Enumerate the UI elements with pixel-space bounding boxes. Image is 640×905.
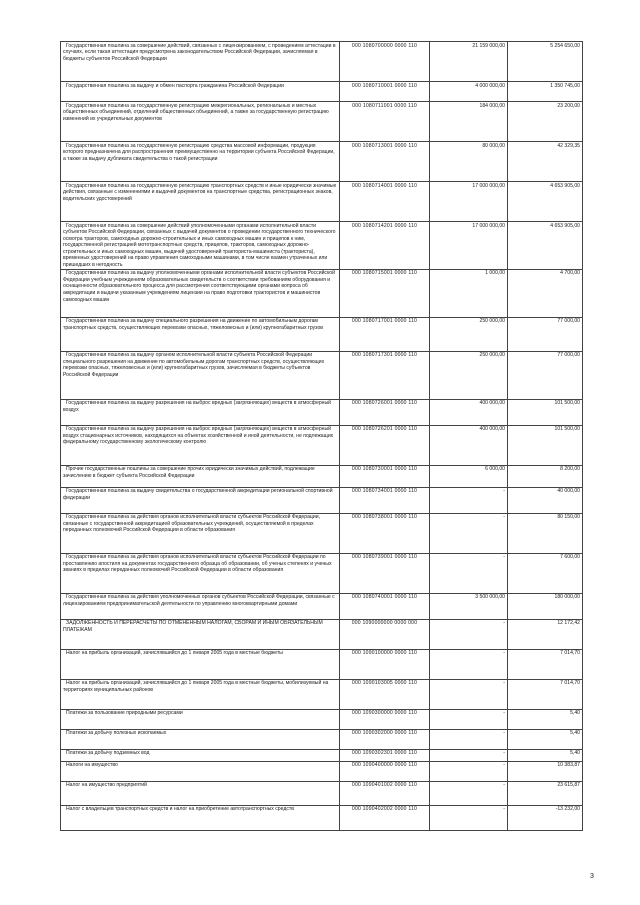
row-fact: 5,40 bbox=[508, 749, 583, 761]
row-plan: - bbox=[430, 749, 508, 761]
table-row bbox=[61, 102, 583, 142]
row-plan: 250 000,00 bbox=[430, 317, 508, 351]
row-fact: 4 700,00 bbox=[508, 269, 583, 317]
row-name: Налог на имущество предприятий bbox=[61, 781, 340, 805]
row-code: 000 1080714001 0000 110 bbox=[340, 182, 430, 222]
row-fact: 101 500,00 bbox=[508, 399, 583, 425]
row-fact: 12 172,42 bbox=[508, 619, 583, 649]
row-code: 000 1080738001 0000 110 bbox=[340, 513, 430, 553]
table-row bbox=[61, 465, 583, 487]
row-code: 000 1080739001 0000 110 bbox=[340, 553, 430, 593]
row-code: 000 1080726201 0000 110 bbox=[340, 425, 430, 465]
row-code: 000 1090100000 0000 110 bbox=[340, 649, 430, 679]
row-fact: -13 232,00 bbox=[508, 805, 583, 830]
row-plan: - bbox=[430, 619, 508, 649]
row-plan: 4 000 000,00 bbox=[430, 82, 508, 102]
row-plan: - bbox=[430, 729, 508, 749]
row-name: Государственная пошлина за государственную регистрацию средства массовой информации, продукция которого предназначена для распространения преимущественно на территории субъекта Российской Федерации, а также за выдачу дубликата свидетельства о такой регистрации bbox=[61, 142, 340, 182]
row-plan: 21 159 000,00 bbox=[430, 42, 508, 82]
row-code: 000 1090103005 0000 110 bbox=[340, 679, 430, 709]
row-name: Государственная пошлина за выдачу органом исполнительной власти субъекта Российской Федерации специального разрешения на движение по автомобильным дорогам транспортных средств, осуществляющих перевозки опасных, тяжеловесных и (или) крупногабаритных грузов, зачисляемая в бюджеты субъектов Российской Федерации bbox=[61, 351, 340, 399]
row-name: Налог на прибыль организаций, зачислявшийся до 1 января 2005 года в местные бюджеты bbox=[61, 649, 340, 679]
table-row bbox=[61, 399, 583, 425]
row-code: 000 1080714201 0000 110 bbox=[340, 222, 430, 270]
row-code: 000 1080710001 0000 110 bbox=[340, 82, 430, 102]
row-plan: - bbox=[430, 513, 508, 553]
row-plan: - bbox=[430, 761, 508, 781]
row-code: 000 1090400000 0000 110 bbox=[340, 761, 430, 781]
row-plan: - bbox=[430, 805, 508, 830]
row-code: 000 1080740001 0000 110 bbox=[340, 593, 430, 619]
row-plan: - bbox=[430, 649, 508, 679]
row-name: Государственная пошлина за выдачу и обмен паспорта гражданина Российской Федерации bbox=[61, 82, 340, 102]
row-name: Государственная пошлина за государственную регистрацию межрегиональных, региональных и местных общественных объединений, отделений общественных объединений, а также за государственную регистрацию изменений их учредительных документов bbox=[61, 102, 340, 142]
row-name: Государственная пошлина за выдачу свидетельства о государственной аккредитации региональной спортивной федерации bbox=[61, 487, 340, 513]
row-fact: 180 000,00 bbox=[508, 593, 583, 619]
row-fact: 80 150,00 bbox=[508, 513, 583, 553]
row-code: 000 1080726001 0000 110 bbox=[340, 399, 430, 425]
row-code: 000 1080730001 0000 110 bbox=[340, 465, 430, 487]
row-fact: 77 000,00 bbox=[508, 317, 583, 351]
row-code: 000 1080711001 0000 110 bbox=[340, 102, 430, 142]
table-body bbox=[61, 42, 583, 831]
row-fact: 40 000,00 bbox=[508, 487, 583, 513]
row-name: Платежи за добычу подземных вод bbox=[61, 749, 340, 761]
revenue-table bbox=[60, 41, 583, 831]
row-fact: 7 014,70 bbox=[508, 679, 583, 709]
row-code: 000 1080717301 0000 110 bbox=[340, 351, 430, 399]
row-plan: - bbox=[430, 709, 508, 729]
table-row bbox=[61, 317, 583, 351]
table-row bbox=[61, 729, 583, 749]
row-plan: - bbox=[430, 553, 508, 593]
row-fact: 101 500,00 bbox=[508, 425, 583, 465]
row-code: 000 1090401002 0000 110 bbox=[340, 781, 430, 805]
table-row bbox=[61, 269, 583, 317]
row-name: Государственная пошлина за выдачу разрешения на выброс вредных (загрязняющих) веществ в атмосферный воздух bbox=[61, 399, 340, 425]
row-plan: - bbox=[430, 781, 508, 805]
row-plan: - bbox=[430, 679, 508, 709]
row-fact: 5,40 bbox=[508, 709, 583, 729]
row-fact: 1 350 745,00 bbox=[508, 82, 583, 102]
table-row bbox=[61, 351, 583, 399]
table-row bbox=[61, 82, 583, 102]
row-plan: 400 000,00 bbox=[430, 425, 508, 465]
row-plan: - bbox=[430, 487, 508, 513]
row-name: Платежи за пользование природными ресурсами bbox=[61, 709, 340, 729]
row-name: Государственная пошлина за действия уполномоченных органов субъектов Российской Федерации, связанные с лицензированием предпринимательской деятельности по управлению многоквартирными домами bbox=[61, 593, 340, 619]
row-name: Государственная пошлина за совершение действий уполномоченными органами исполнительной власти субъектов Российской Федерации, связанных с выдачей документов о проведении государственного технического осмотра тракторов, самоходных дорожно-строительных и иных самоходных машин и прицепов к ним, государственной регистрацией мототранспортных средств, прицепов, тракторов, самоходных дорожно-строительных и иных самоходных машин, выдачей удостоверений тракториста-машиниста (тракториста), временных удостоверений на право управления самоходными машинами, в том числе взамен утраченных или пришедших в негодность bbox=[61, 222, 340, 270]
row-code: 000 1080715001 0000 110 bbox=[340, 269, 430, 317]
row-fact: 5 254 650,00 bbox=[508, 42, 583, 82]
row-code: 000 1080700000 0000 110 bbox=[340, 42, 430, 82]
row-fact: 5,40 bbox=[508, 729, 583, 749]
row-plan: 17 000 000,00 bbox=[430, 222, 508, 270]
page-number: 3 bbox=[590, 873, 594, 880]
row-plan: 17 000 000,00 bbox=[430, 182, 508, 222]
table-row bbox=[61, 222, 583, 270]
row-code: 000 1080734001 0000 110 bbox=[340, 487, 430, 513]
table-row bbox=[61, 709, 583, 729]
row-plan: 6 000,00 bbox=[430, 465, 508, 487]
table-row bbox=[61, 182, 583, 222]
row-name: Государственная пошлина за выдачу разрешения на выброс вредных (загрязняющих) веществ в атмосферный воздух стационарных источников, находящихся на объектах хозяйственной и иной деятельности, не подлежащих федеральному государственному экологическому контролю bbox=[61, 425, 340, 465]
row-fact: 7 014,70 bbox=[508, 649, 583, 679]
table-row bbox=[61, 805, 583, 830]
row-name: Платежи за добычу полезных ископаемых bbox=[61, 729, 340, 749]
row-code: 000 1090300000 0000 110 bbox=[340, 709, 430, 729]
table-row bbox=[61, 649, 583, 679]
row-fact: 7 600,00 bbox=[508, 553, 583, 593]
table-row bbox=[61, 487, 583, 513]
table-row bbox=[61, 761, 583, 781]
row-plan: 80 000,00 bbox=[430, 142, 508, 182]
row-code: 000 1090402002 0000 110 bbox=[340, 805, 430, 830]
row-plan: 400 000,00 bbox=[430, 399, 508, 425]
table-row bbox=[61, 142, 583, 182]
row-fact: 42 329,35 bbox=[508, 142, 583, 182]
row-plan: 1 000,00 bbox=[430, 269, 508, 317]
row-fact: 23 615,87 bbox=[508, 781, 583, 805]
row-plan: 184 000,00 bbox=[430, 102, 508, 142]
row-fact: 23 200,00 bbox=[508, 102, 583, 142]
row-code: 000 1080717001 0000 110 bbox=[340, 317, 430, 351]
row-name: Государственная пошлина за выдачу уполномоченными органами исполнительной власти субъектов Российской Федерации учебным учреждениям образовательных свидетельств о соответствии требованиям оборудования и оснащенности образовательного процесса для рассмотрения соответствующими органами вопроса об аккредитации и выдачи указанным учреждениям лицензии на право подготовки трактористов и машинистов самоходных машин bbox=[61, 269, 340, 317]
row-name: Налог на прибыль организаций, зачислявшийся до 1 января 2005 года в местные бюджеты, мобилизуемый на территориях муниципальных районов bbox=[61, 679, 340, 709]
table-row bbox=[61, 619, 583, 649]
table-row bbox=[61, 42, 583, 82]
row-fact: 4 653 905,00 bbox=[508, 182, 583, 222]
row-plan: 3 500 000,00 bbox=[430, 593, 508, 619]
row-code: 000 1090302301 0000 110 bbox=[340, 749, 430, 761]
row-name: Государственная пошлина за действия органов исполнительной власти субъектов Российской Федерации по проставлению апостиля на документах государственного образца об образовании, об ученых степенях и ученых званиях в пределах переданных полномочий Российской Федерации в области образования bbox=[61, 553, 340, 593]
row-name: Налог с владельцев транспортных средств и налог на приобретение автотранспортных средств bbox=[61, 805, 340, 830]
row-name: Государственная пошлина за выдачу специального разрешения на движение по автомобильным дорогам транспортных средств, осуществляющих перевозки опасных, тяжеловесных и (или) крупногабаритных грузов bbox=[61, 317, 340, 351]
row-plan: 250 000,00 bbox=[430, 351, 508, 399]
row-name: Прочие государственные пошлины за совершение прочих юридически значимых действий, подлежащие зачислению в бюджет субъекта Российской Федерации bbox=[61, 465, 340, 487]
table-row bbox=[61, 425, 583, 465]
row-code: 000 1090302000 0000 110 bbox=[340, 729, 430, 749]
table-row bbox=[61, 593, 583, 619]
row-name: Государственная пошлина за государственную регистрацию транспортных средств и иные юридически значимые действия, связанные с изменениями и выдачей документов на транспортные средства, регистрационных знаков, водительских удостоверений bbox=[61, 182, 340, 222]
table-row bbox=[61, 781, 583, 805]
row-fact: 4 653 905,00 bbox=[508, 222, 583, 270]
row-fact: 77 000,00 bbox=[508, 351, 583, 399]
table-row bbox=[61, 749, 583, 761]
row-name: ЗАДОЛЖЕННОСТЬ И ПЕРЕРАСЧЕТЫ ПО ОТМЕНЕННЫМ НАЛОГАМ, СБОРАМ И ИНЫМ ОБЯЗАТЕЛЬНЫМ ПЛАТЕЖАМ bbox=[61, 619, 340, 649]
table-row bbox=[61, 553, 583, 593]
row-fact: 10 383,87 bbox=[508, 761, 583, 781]
row-code: 000 1090000000 0000 000 bbox=[340, 619, 430, 649]
row-name: Государственная пошлина за совершение действий, связанных с лицензированием, с проведением аттестации в случаях, если такая аттестация предусмотрена законодательством Российской Федерации, зачисляемая в бюджеты субъектов Российской Федерации bbox=[61, 42, 340, 82]
row-code: 000 1080713001 0000 110 bbox=[340, 142, 430, 182]
table-row bbox=[61, 513, 583, 553]
row-name: Государственная пошлина за действия органов исполнительной власти субъектов Российской Федерации, связанные с государственной аккредитацией образовательных учреждений, осуществляемой в пределах переданных полномочий Российской Федерации в области образования bbox=[61, 513, 340, 553]
row-name: Налоги на имущество bbox=[61, 761, 340, 781]
row-fact: 8 200,00 bbox=[508, 465, 583, 487]
table-row bbox=[61, 679, 583, 709]
